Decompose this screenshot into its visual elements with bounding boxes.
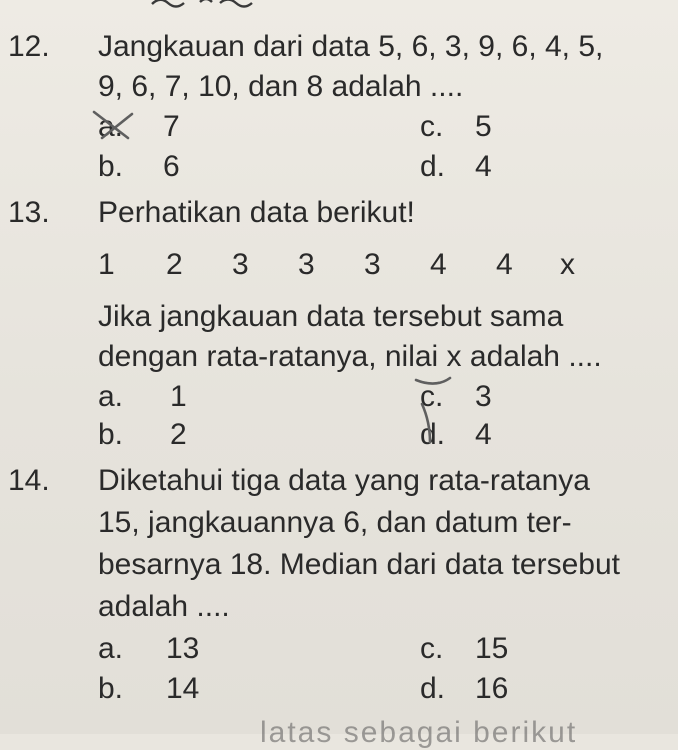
option-letter: d.	[420, 672, 446, 705]
option-letter: a.	[98, 380, 124, 413]
question-text-line: Jangkauan dari data 5, 6, 3, 9, 6, 4, 5,	[98, 30, 604, 63]
question-text-line: Diketahui tiga data yang rata-ratanya	[98, 464, 590, 497]
data-value: 3	[232, 248, 249, 281]
data-value: 2	[166, 248, 183, 281]
question-text-line: 15, jangkauannya 6, dan datum ter-	[98, 506, 572, 539]
option-letter: d.	[420, 418, 446, 451]
option-letter: c.	[420, 110, 444, 143]
data-value: x	[560, 248, 575, 281]
question-text-line: Jika jangkauan data tersebut sama	[98, 300, 564, 333]
option-value: 4	[475, 150, 492, 183]
option-letter: a.	[98, 632, 124, 665]
option-letter: b.	[98, 418, 124, 451]
option-letter: c.	[420, 380, 444, 413]
data-value: 1	[98, 248, 115, 281]
option-value: 2	[170, 418, 187, 451]
question-text-line: dengan rata-ratanya, nilai x adalah ....	[98, 340, 602, 373]
option-letter: b.	[98, 150, 124, 183]
option-value: 15	[475, 632, 509, 665]
option-value: 6	[163, 150, 180, 183]
option-letter: d.	[420, 150, 446, 183]
option-letter: c.	[420, 632, 444, 665]
data-value: 4	[496, 248, 513, 281]
option-letter: a.	[98, 110, 124, 143]
top-cropped-text-icon	[150, 0, 270, 10]
question-number: 13.	[8, 196, 50, 229]
question-text-line: besarnya 18. Median dari data tersebut	[98, 548, 620, 581]
option-value: 3	[475, 380, 492, 413]
data-value: 3	[298, 248, 315, 281]
cropped-next-line-text: latas sebagai berikut	[260, 716, 578, 749]
question-text-line: Perhatikan data berikut!	[98, 196, 415, 229]
data-value: 4	[430, 248, 447, 281]
option-letter: b.	[98, 672, 124, 705]
question-number: 14.	[8, 464, 50, 497]
question-text-line: 9, 6, 7, 10, dan 8 adalah ....	[98, 70, 464, 103]
option-value: 4	[475, 418, 492, 451]
data-value: 3	[364, 248, 381, 281]
question-number: 12.	[8, 30, 50, 63]
option-value: 7	[163, 110, 180, 143]
question-text-line: adalah ....	[98, 590, 230, 623]
option-value: 13	[166, 632, 200, 665]
option-value: 1	[170, 380, 187, 413]
option-value: 14	[166, 672, 200, 705]
option-value: 16	[475, 672, 509, 705]
option-value: 5	[475, 110, 492, 143]
